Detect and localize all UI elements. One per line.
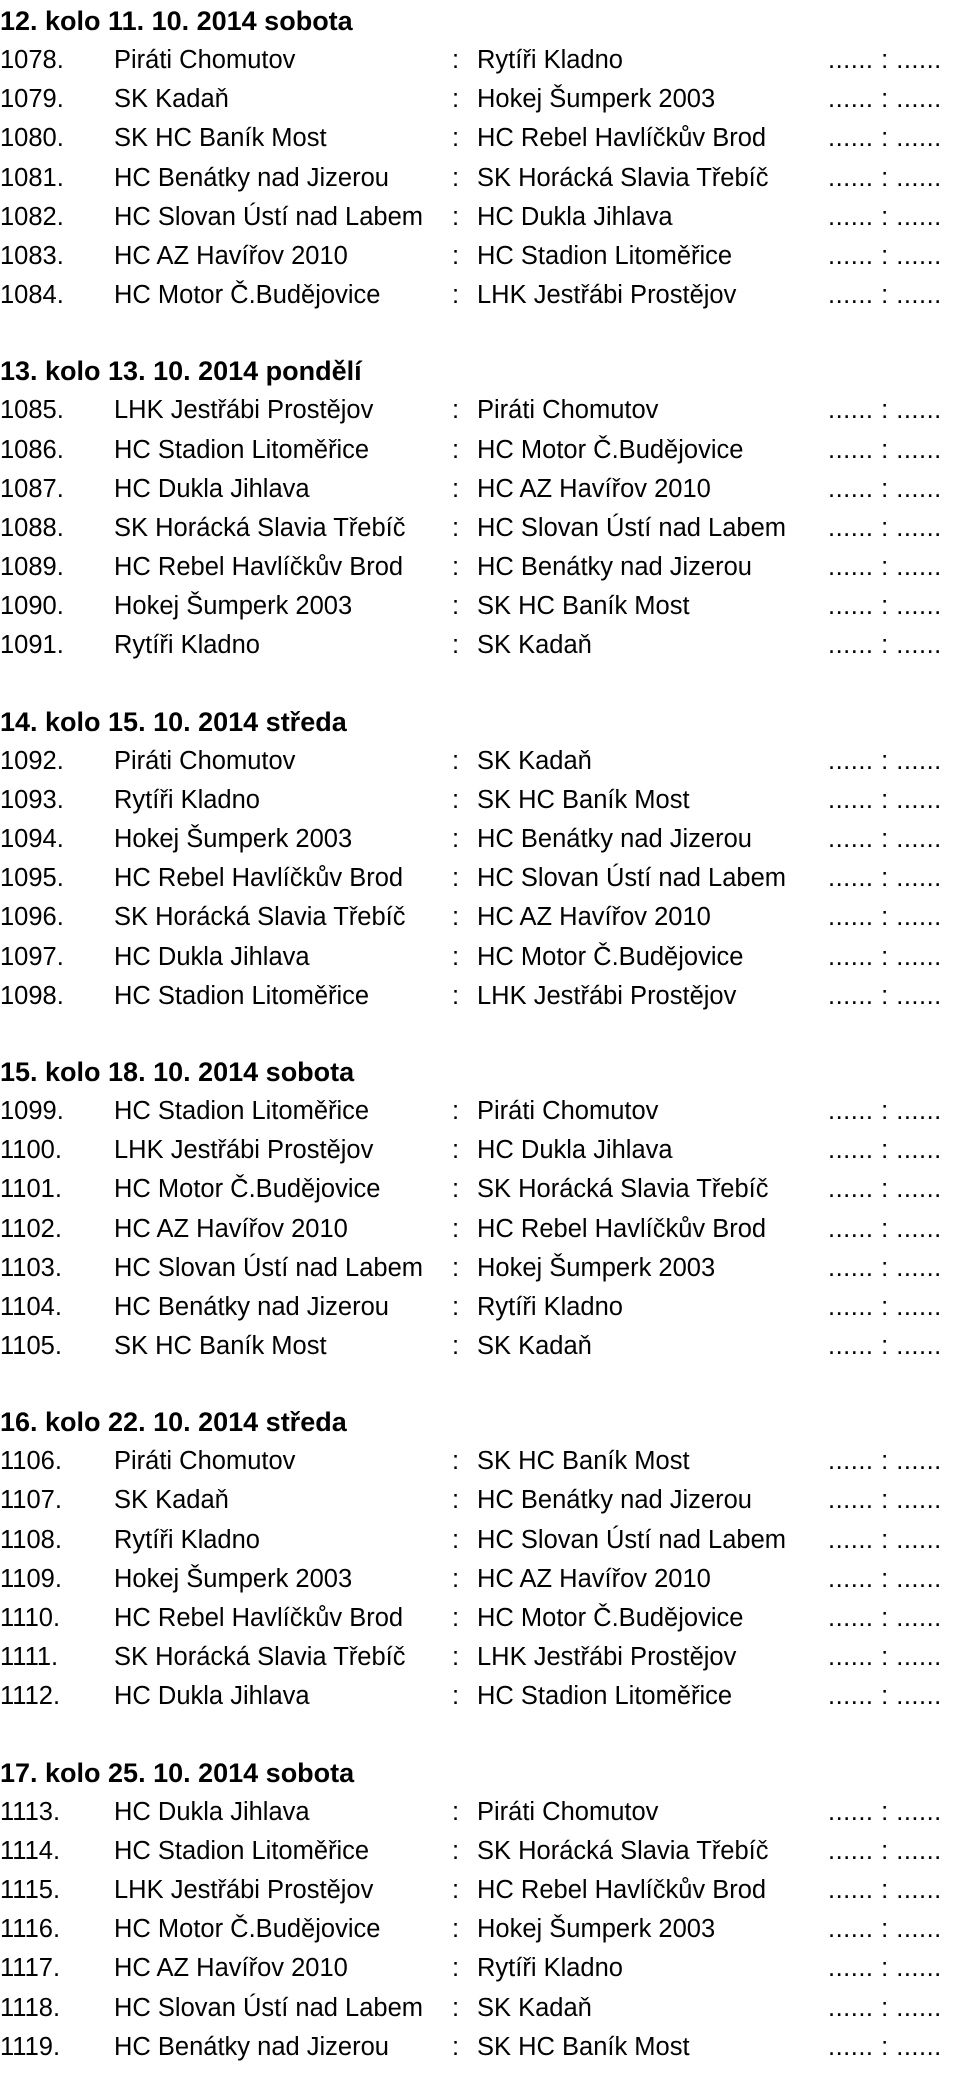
match-row xyxy=(0,1521,960,1560)
match-row xyxy=(0,2028,960,2067)
score-placeholder: ...... : ...... xyxy=(828,981,942,1010)
away-team: SK Kadaň xyxy=(477,631,592,660)
score-placeholder: ...... : ...... xyxy=(828,553,942,582)
match-number: 1098. xyxy=(0,981,64,1010)
home-team: LHK Jestřábi Prostějov xyxy=(114,1136,374,1165)
away-team: SK HC Baník Most xyxy=(477,785,690,814)
versus-colon: : xyxy=(452,1096,460,1125)
versus-colon: : xyxy=(452,124,460,153)
match-row xyxy=(0,781,960,820)
score-placeholder: ...... : ...... xyxy=(828,163,942,192)
score-placeholder: ...... : ...... xyxy=(828,785,942,814)
round-title: 17. kolo 25. 10. 2014 sobota xyxy=(0,1757,355,1788)
match-list xyxy=(0,1092,960,1366)
match-number: 1111. xyxy=(0,1643,59,1672)
home-team: HC Stadion Litoměřice xyxy=(114,981,370,1010)
match-row xyxy=(0,1989,960,2028)
score-placeholder: ...... : ...... xyxy=(828,1332,942,1361)
home-team: SK Horácká Slavia Třebíč xyxy=(114,513,406,542)
score-placeholder: ...... : ...... xyxy=(828,1954,942,1983)
home-team: HC Stadion Litoměřice xyxy=(114,1096,370,1125)
away-team: HC AZ Havířov 2010 xyxy=(477,474,711,503)
match-number: 1119. xyxy=(0,2032,61,2061)
versus-colon: : xyxy=(452,241,460,270)
versus-colon: : xyxy=(452,1993,460,2022)
score-placeholder: ...... : ...... xyxy=(828,1682,942,1711)
versus-colon: : xyxy=(452,281,460,310)
match-row xyxy=(0,1288,960,1327)
match-row xyxy=(0,159,960,198)
versus-colon: : xyxy=(452,1836,460,1865)
score-placeholder: ...... : ...... xyxy=(828,864,942,893)
away-team: HC Motor Č.Budějovice xyxy=(477,435,744,464)
score-placeholder: ...... : ...... xyxy=(828,942,942,971)
home-team: HC Dukla Jihlava xyxy=(114,1682,310,1711)
score-placeholder: ...... : ...... xyxy=(828,474,942,503)
home-team: HC AZ Havířov 2010 xyxy=(114,241,348,270)
home-team: LHK Jestřábi Prostějov xyxy=(114,396,374,425)
score-placeholder: ...... : ...... xyxy=(828,903,942,932)
home-team: HC Slovan Ústí nad Labem xyxy=(114,1993,423,2022)
match-number: 1099. xyxy=(0,1096,64,1125)
score-placeholder: ...... : ...... xyxy=(828,1604,942,1632)
home-team: Rytíři Kladno xyxy=(114,785,260,814)
match-row xyxy=(0,1170,960,1209)
away-team: HC Slovan Ústí nad Labem xyxy=(477,1525,786,1554)
round-title: 12. kolo 11. 10. 2014 sobota xyxy=(0,6,353,36)
match-row xyxy=(0,587,960,626)
home-team: HC Motor Č.Budějovice xyxy=(114,281,381,310)
home-team: HC Dukla Jihlava xyxy=(114,942,310,971)
versus-colon: : xyxy=(452,1875,460,1904)
match-number: 1085. xyxy=(0,396,64,425)
home-team: Piráti Chomutov xyxy=(114,1447,296,1476)
score-placeholder: ...... : ...... xyxy=(828,435,942,464)
match-row xyxy=(0,119,960,158)
home-team: LHK Jestřábi Prostějov xyxy=(114,1875,374,1904)
score-placeholder: ...... : ...... xyxy=(828,46,942,74)
match-row xyxy=(0,80,960,119)
away-team: Hokej Šumperk 2003 xyxy=(477,85,716,114)
match-row xyxy=(0,509,960,548)
match-number: 1083. xyxy=(0,241,64,270)
away-team: HC Slovan Ústí nad Labem xyxy=(477,513,786,542)
away-team: HC Benátky nad Jizerou xyxy=(477,825,752,853)
versus-colon: : xyxy=(452,85,460,114)
away-team: SK HC Baník Most xyxy=(477,592,690,621)
away-team: HC AZ Havířov 2010 xyxy=(477,903,711,932)
versus-colon: : xyxy=(452,1525,460,1554)
match-number: 1078. xyxy=(0,46,64,74)
versus-colon: : xyxy=(452,1682,460,1711)
round-title: 15. kolo 18. 10. 2014 sobota xyxy=(0,1056,355,1087)
match-list xyxy=(0,742,960,1016)
score-placeholder: ...... : ...... xyxy=(828,396,942,425)
round-section xyxy=(0,703,960,1016)
versus-colon: : xyxy=(452,1136,460,1165)
versus-colon: : xyxy=(452,864,460,893)
away-team: Piráti Chomutov xyxy=(477,1096,659,1125)
score-placeholder: ...... : ...... xyxy=(828,1447,942,1476)
versus-colon: : xyxy=(452,1604,460,1632)
match-row xyxy=(0,1599,960,1638)
match-number: 1115. xyxy=(0,1875,61,1904)
score-placeholder: ...... : ...... xyxy=(828,1253,942,1282)
home-team: HC AZ Havířov 2010 xyxy=(114,1954,348,1983)
home-team: HC Rebel Havlíčkův Brod xyxy=(114,864,404,893)
versus-colon: : xyxy=(452,1954,460,1983)
match-number: 1114. xyxy=(0,1836,61,1865)
match-row xyxy=(0,626,960,665)
home-team: SK Horácká Slavia Třebíč xyxy=(114,903,406,932)
score-placeholder: ...... : ...... xyxy=(828,513,942,542)
round-title: 14. kolo 15. 10. 2014 středa xyxy=(0,706,347,737)
versus-colon: : xyxy=(452,435,460,464)
match-number: 1082. xyxy=(0,202,64,231)
away-team: LHK Jestřábi Prostějov xyxy=(477,281,737,310)
away-team: Piráti Chomutov xyxy=(477,396,659,425)
away-team: Rytíři Kladno xyxy=(477,1954,623,1983)
match-number: 1102. xyxy=(0,1214,62,1243)
match-row xyxy=(0,742,960,781)
away-team: SK Kadaň xyxy=(477,1993,592,2022)
match-number: 1116. xyxy=(0,1915,61,1944)
versus-colon: : xyxy=(452,396,460,425)
versus-colon: : xyxy=(452,1332,460,1361)
match-list xyxy=(0,41,960,315)
match-number: 1097. xyxy=(0,942,64,971)
home-team: SK Kadaň xyxy=(114,85,229,114)
away-team: LHK Jestřábi Prostějov xyxy=(477,1643,737,1672)
match-row xyxy=(0,1560,960,1599)
match-row xyxy=(0,1327,960,1366)
home-team: SK HC Baník Most xyxy=(114,1332,327,1361)
versus-colon: : xyxy=(452,1253,460,1282)
away-team: HC Benátky nad Jizerou xyxy=(477,1486,752,1515)
match-row xyxy=(0,470,960,509)
away-team: SK Kadaň xyxy=(477,746,592,775)
versus-colon: : xyxy=(452,474,460,503)
versus-colon: : xyxy=(452,942,460,971)
match-number: 1117. xyxy=(0,1954,61,1983)
match-number: 1079. xyxy=(0,85,64,114)
match-number: 1089. xyxy=(0,553,64,582)
match-number: 1103. xyxy=(0,1253,62,1282)
away-team: SK HC Baník Most xyxy=(477,1447,690,1476)
versus-colon: : xyxy=(452,981,460,1010)
round-section xyxy=(0,352,960,665)
match-row xyxy=(0,977,960,1016)
away-team: HC Dukla Jihlava xyxy=(477,1136,673,1165)
match-number: 1113. xyxy=(0,1797,61,1826)
home-team: HC Benátky nad Jizerou xyxy=(114,163,389,192)
match-number: 1112. xyxy=(0,1682,61,1711)
match-number: 1108. xyxy=(0,1525,62,1554)
home-team: HC Rebel Havlíčkův Brod xyxy=(114,1604,404,1632)
away-team: HC Benátky nad Jizerou xyxy=(477,553,752,582)
home-team: HC Motor Č.Budějovice xyxy=(114,1175,381,1204)
versus-colon: : xyxy=(452,631,460,660)
match-number: 1086. xyxy=(0,435,64,464)
home-team: Hokej Šumperk 2003 xyxy=(114,592,353,621)
away-team: Piráti Chomutov xyxy=(477,1797,659,1826)
away-team: Rytíři Kladno xyxy=(477,1292,623,1321)
versus-colon: : xyxy=(452,592,460,621)
home-team: Hokej Šumperk 2003 xyxy=(114,1564,353,1593)
away-team: HC Rebel Havlíčkův Brod xyxy=(477,1875,767,1904)
match-row xyxy=(0,1092,960,1131)
match-list xyxy=(0,1793,960,2067)
versus-colon: : xyxy=(452,1447,460,1476)
score-placeholder: ...... : ...... xyxy=(828,1292,942,1321)
match-row xyxy=(0,820,960,859)
match-number: 1094. xyxy=(0,825,64,853)
match-row xyxy=(0,938,960,977)
match-number: 1107. xyxy=(0,1486,62,1515)
home-team: HC Stadion Litoměřice xyxy=(114,1836,370,1865)
score-placeholder: ...... : ...... xyxy=(828,1096,942,1125)
match-row xyxy=(0,198,960,237)
score-placeholder: ...... : ...... xyxy=(828,1797,942,1826)
match-number: 1080. xyxy=(0,124,64,153)
match-row xyxy=(0,431,960,470)
match-number: 1093. xyxy=(0,785,64,814)
score-placeholder: ...... : ...... xyxy=(828,1993,942,2022)
away-team: SK Horácká Slavia Třebíč xyxy=(477,1836,769,1865)
home-team: SK Kadaň xyxy=(114,1486,229,1515)
match-row xyxy=(0,1638,960,1677)
versus-colon: : xyxy=(452,1797,460,1826)
versus-colon: : xyxy=(452,553,460,582)
match-row xyxy=(0,898,960,937)
score-placeholder: ...... : ...... xyxy=(828,746,942,775)
score-placeholder: ...... : ...... xyxy=(828,1875,942,1904)
match-row xyxy=(0,41,960,80)
versus-colon: : xyxy=(452,1486,460,1515)
match-number: 1105. xyxy=(0,1332,62,1361)
match-row xyxy=(0,1442,960,1481)
away-team: LHK Jestřábi Prostějov xyxy=(477,981,737,1010)
score-placeholder: ...... : ...... xyxy=(828,1136,942,1165)
score-placeholder: ...... : ...... xyxy=(828,631,942,660)
versus-colon: : xyxy=(452,903,460,932)
versus-colon: : xyxy=(452,513,460,542)
score-placeholder: ...... : ...... xyxy=(828,2032,942,2061)
match-number: 1104. xyxy=(0,1292,62,1321)
versus-colon: : xyxy=(452,825,460,853)
home-team: Rytíři Kladno xyxy=(114,631,260,660)
versus-colon: : xyxy=(452,785,460,814)
versus-colon: : xyxy=(452,1175,460,1204)
away-team: HC Rebel Havlíčkův Brod xyxy=(477,124,767,153)
match-row xyxy=(0,1481,960,1520)
away-team: SK Horácká Slavia Třebíč xyxy=(477,163,769,192)
match-number: 1084. xyxy=(0,281,64,310)
match-list xyxy=(0,391,960,665)
away-team: HC Dukla Jihlava xyxy=(477,202,673,231)
match-row xyxy=(0,1871,960,1910)
home-team: SK HC Baník Most xyxy=(114,124,327,153)
home-team: HC Rebel Havlíčkův Brod xyxy=(114,553,404,582)
round-section xyxy=(0,2,960,315)
versus-colon: : xyxy=(452,1214,460,1243)
score-placeholder: ...... : ...... xyxy=(828,825,942,853)
away-team: Hokej Šumperk 2003 xyxy=(477,1253,716,1282)
match-number: 1110. xyxy=(0,1604,61,1632)
versus-colon: : xyxy=(452,202,460,231)
home-team: Piráti Chomutov xyxy=(114,46,296,74)
away-team: Hokej Šumperk 2003 xyxy=(477,1915,716,1944)
match-row xyxy=(0,859,960,898)
match-number: 1095. xyxy=(0,864,64,893)
match-row xyxy=(0,1832,960,1871)
score-placeholder: ...... : ...... xyxy=(828,592,942,621)
versus-colon: : xyxy=(452,163,460,192)
home-team: HC Stadion Litoměřice xyxy=(114,435,370,464)
away-team: HC Stadion Litoměřice xyxy=(477,241,733,270)
versus-colon: : xyxy=(452,1564,460,1593)
versus-colon: : xyxy=(452,46,460,74)
match-row xyxy=(0,1677,960,1716)
home-team: HC Benátky nad Jizerou xyxy=(114,2032,389,2061)
match-row xyxy=(0,1793,960,1832)
versus-colon: : xyxy=(452,2032,460,2061)
versus-colon: : xyxy=(452,746,460,775)
match-number: 1109. xyxy=(0,1564,62,1593)
score-placeholder: ...... : ...... xyxy=(828,202,942,231)
round-title: 13. kolo 13. 10. 2014 pondělí xyxy=(0,356,362,387)
versus-colon: : xyxy=(452,1915,460,1944)
away-team: HC Motor Č.Budějovice xyxy=(477,1604,744,1632)
round-section xyxy=(0,1403,960,1716)
home-team: HC Slovan Ústí nad Labem xyxy=(114,1253,423,1282)
match-number: 1096. xyxy=(0,903,64,932)
match-number: 1087. xyxy=(0,474,64,503)
home-team: Piráti Chomutov xyxy=(114,746,296,775)
match-number: 1092. xyxy=(0,746,64,775)
away-team: HC AZ Havířov 2010 xyxy=(477,1564,711,1593)
versus-colon: : xyxy=(452,1643,460,1672)
match-row xyxy=(0,548,960,587)
home-team: HC Benátky nad Jizerou xyxy=(114,1292,389,1321)
score-placeholder: ...... : ...... xyxy=(828,124,942,153)
match-row xyxy=(0,391,960,430)
away-team: SK HC Baník Most xyxy=(477,2032,690,2061)
score-placeholder: ...... : ...... xyxy=(828,1214,942,1243)
score-placeholder: ...... : ...... xyxy=(828,241,942,270)
round-section xyxy=(0,1053,960,1366)
match-number: 1106. xyxy=(0,1447,62,1476)
home-team: HC Motor Č.Budějovice xyxy=(114,1915,381,1944)
away-team: SK Kadaň xyxy=(477,1332,592,1361)
score-placeholder: ...... : ...... xyxy=(828,1643,942,1672)
match-number: 1088. xyxy=(0,513,64,542)
round-title: 16. kolo 22. 10. 2014 středa xyxy=(0,1407,347,1438)
score-placeholder: ...... : ...... xyxy=(828,1486,942,1515)
score-placeholder: ...... : ...... xyxy=(828,1564,942,1593)
versus-colon: : xyxy=(452,1292,460,1321)
score-placeholder: ...... : ...... xyxy=(828,1836,942,1865)
home-team: Hokej Šumperk 2003 xyxy=(114,825,353,853)
away-team: HC Motor Č.Budějovice xyxy=(477,942,744,971)
home-team: SK Horácká Slavia Třebíč xyxy=(114,1643,406,1672)
match-row xyxy=(0,276,960,315)
away-team: HC Slovan Ústí nad Labem xyxy=(477,864,786,893)
score-placeholder: ...... : ...... xyxy=(828,281,942,310)
home-team: HC Dukla Jihlava xyxy=(114,1797,310,1826)
match-number: 1100. xyxy=(0,1136,62,1165)
match-list xyxy=(0,1442,960,1716)
score-placeholder: ...... : ...... xyxy=(828,1915,942,1944)
match-number: 1118. xyxy=(0,1993,61,2022)
score-placeholder: ...... : ...... xyxy=(828,1175,942,1204)
round-section xyxy=(0,1754,960,2067)
match-number: 1101. xyxy=(0,1175,62,1204)
home-team: HC Dukla Jihlava xyxy=(114,474,310,503)
match-number: 1081. xyxy=(0,163,64,192)
match-row xyxy=(0,1910,960,1949)
away-team: SK Horácká Slavia Třebíč xyxy=(477,1175,769,1204)
away-team: HC Rebel Havlíčkův Brod xyxy=(477,1214,767,1243)
score-placeholder: ...... : ...... xyxy=(828,1525,942,1554)
home-team: HC Slovan Ústí nad Labem xyxy=(114,202,423,231)
home-team: Rytíři Kladno xyxy=(114,1525,260,1554)
match-number: 1090. xyxy=(0,592,64,621)
match-row xyxy=(0,1249,960,1288)
score-placeholder: ...... : ...... xyxy=(828,85,942,114)
match-row xyxy=(0,237,960,276)
match-number: 1091. xyxy=(0,631,64,660)
home-team: HC AZ Havířov 2010 xyxy=(114,1214,348,1243)
away-team: Rytíři Kladno xyxy=(477,46,623,74)
match-row xyxy=(0,1949,960,1988)
match-row xyxy=(0,1131,960,1170)
match-row xyxy=(0,1210,960,1249)
away-team: HC Stadion Litoměřice xyxy=(477,1682,733,1711)
